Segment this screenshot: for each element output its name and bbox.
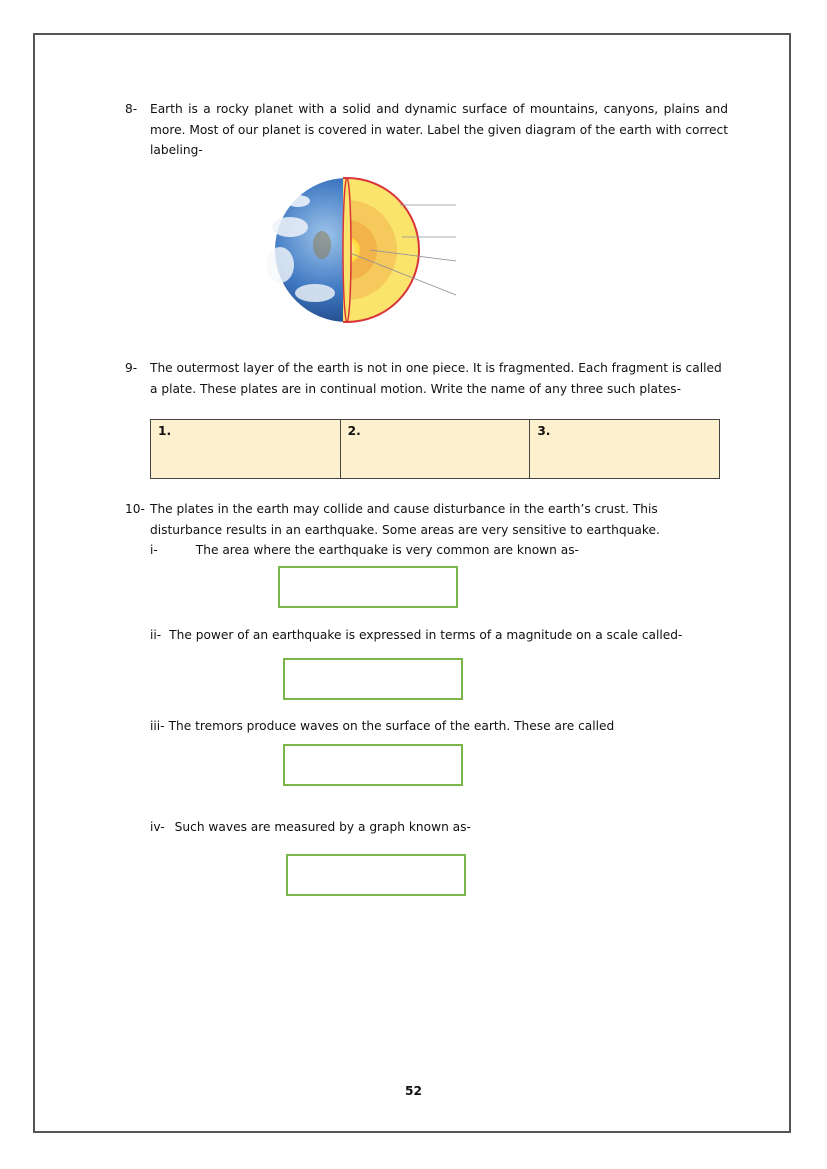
answer-box-ii[interactable]	[283, 658, 463, 700]
sub-question-iii	[150, 716, 614, 737]
question-10-text: The plates in the earth may collide and cause disturbance in the earth’s crust. This disturbance results in an earthquake. Some areas are very sensitive to earthquake.	[150, 502, 660, 537]
plates-row	[151, 420, 720, 479]
question-10-number: 10-	[125, 502, 145, 516]
answer-box-i[interactable]	[278, 566, 458, 608]
sub-question-text: The power of an earthquake is expressed in terms of a magnitude on a scale called-	[169, 628, 683, 642]
earth-layers-diagram	[250, 175, 465, 325]
sub-question-label: ii-	[150, 628, 162, 642]
sub-question-text: Such waves are measured by a graph known as-	[174, 820, 471, 834]
plate-answer-cell[interactable]: 2.	[340, 420, 530, 479]
land-shape	[313, 231, 331, 259]
sub-question-text: The tremors produce waves on the surface of the earth. These are called	[168, 719, 615, 733]
plate-answer-cell[interactable]: 1.	[151, 420, 341, 479]
answer-box-iii[interactable]	[283, 744, 463, 786]
sub-question-label: i-	[150, 543, 158, 557]
question-8-text: Earth is a rocky planet with a solid and dynamic surface of mountains, canyons, plains and more. Most of our planet is covered in water. Label the given diagram of the earth with correct labeling-	[150, 102, 728, 157]
page-number: 52	[405, 1084, 422, 1098]
question-8-number: 8-	[125, 102, 138, 116]
cloud-shape	[266, 247, 294, 283]
question-9-text: The outermost layer of the earth is not in one piece. It is fragmented. Each fragment is called a plate. These plates are in continual motion. Write the name of any three such plates-	[150, 361, 722, 396]
question-9-number: 9-	[125, 361, 138, 375]
plates-table	[150, 419, 720, 479]
answer-box-iv[interactable]	[286, 854, 466, 896]
sub-question-label: iii-	[150, 719, 165, 733]
cut-edge	[343, 178, 351, 322]
cloud-shape	[295, 284, 335, 302]
sub-question-text: The area where the earthquake is very common are known as-	[195, 543, 579, 557]
sub-question-ii	[150, 625, 682, 646]
sub-question-i	[150, 540, 579, 561]
sub-question-label: iv-	[150, 820, 165, 834]
sub-question-iv	[150, 817, 471, 838]
plate-answer-cell[interactable]: 3.	[530, 420, 720, 479]
cloud-shape	[286, 195, 310, 207]
cloud-shape	[272, 217, 308, 237]
